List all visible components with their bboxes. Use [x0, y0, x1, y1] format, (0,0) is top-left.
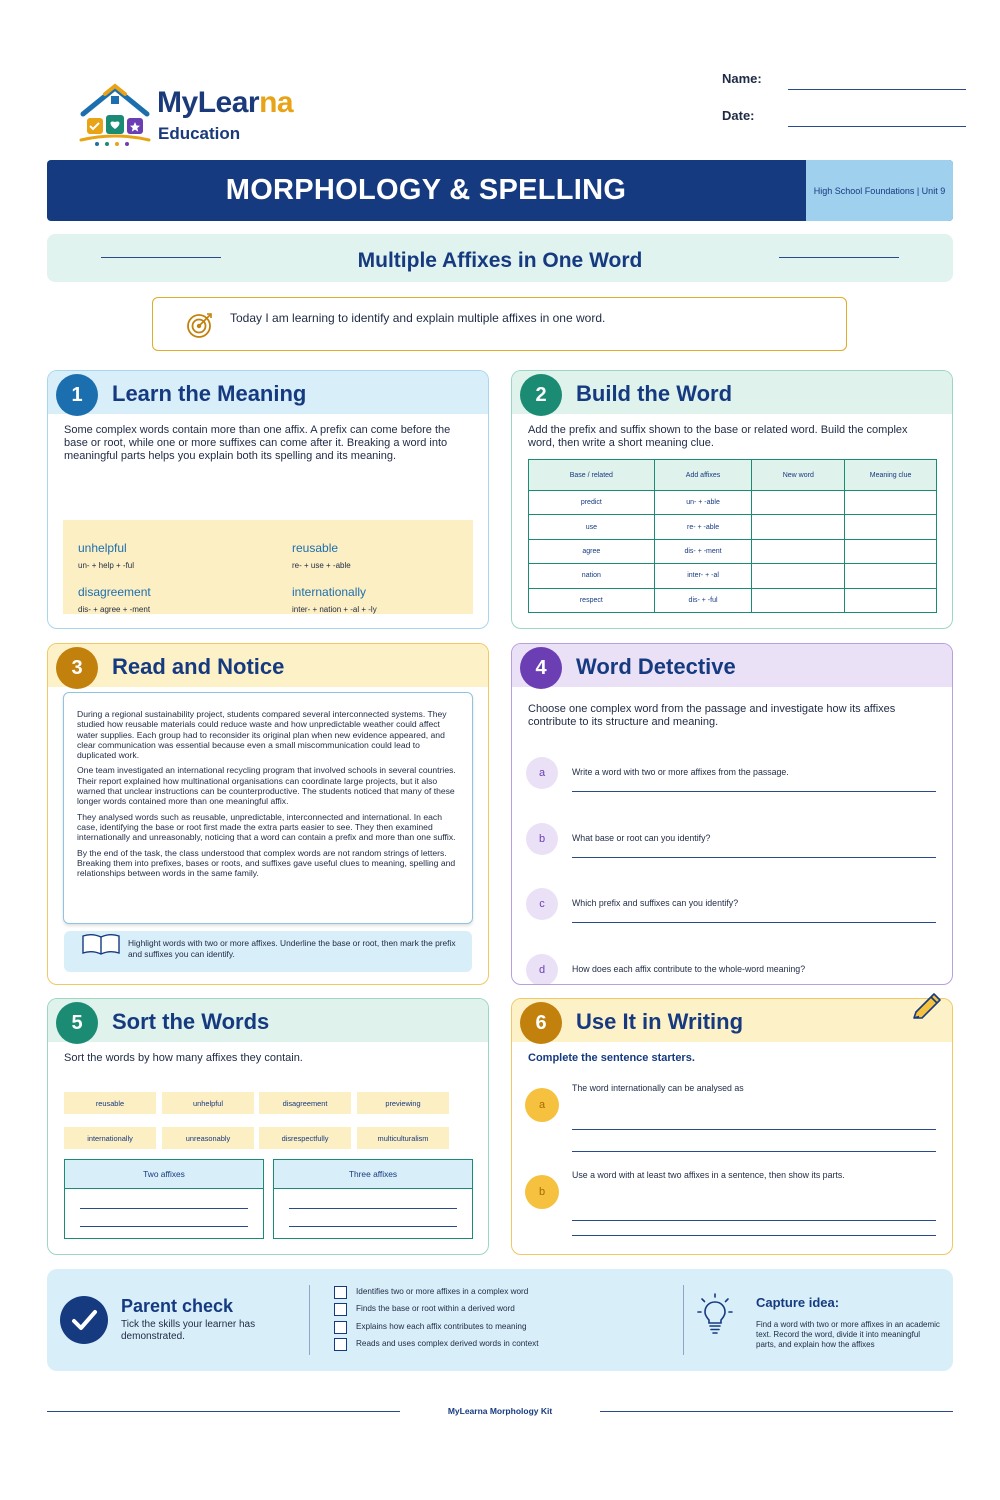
section-title: Word Detective	[576, 654, 736, 679]
question-text: What base or root can you identify?	[572, 833, 711, 843]
name-label: Name:	[722, 71, 762, 86]
sort-box-title: Three affixes	[274, 1160, 472, 1189]
new-word-cell[interactable]	[752, 539, 845, 563]
section-number: 5	[56, 1002, 98, 1044]
logo-subtitle: Education	[158, 124, 241, 143]
date-label: Date:	[722, 108, 755, 123]
starter-text: The word internationally can be analysed as	[572, 1083, 744, 1093]
section-title: Build the Word	[576, 381, 733, 406]
word-chip[interactable]: unhelpful	[162, 1092, 254, 1114]
section-header	[512, 999, 952, 1042]
passage-paragraph: They analysed words such as reusable, unpredictable, interconnected and international. In each case, identifying the base or root first made the extra parts easier to see. They then examined internationally and unreasonably, noticing that a word can contain a prefix and more than one suffix.	[77, 811, 456, 843]
starter-letter: b	[525, 1175, 559, 1209]
example-item: reusable re- + use + -able	[292, 541, 351, 570]
checkbox[interactable]	[334, 1303, 347, 1316]
answer-line[interactable]	[572, 857, 936, 858]
question-text: Which prefix and suffixes can you identify?	[572, 898, 739, 908]
skill-label: Explains how each affix contributes to meaning	[356, 1322, 527, 1331]
logo	[75, 80, 310, 148]
meaning-clue-cell[interactable]	[845, 588, 937, 612]
table-row: agree dis- + -ment	[529, 539, 937, 563]
question-letter: d	[526, 954, 558, 985]
section-header	[512, 371, 952, 414]
section-build-the-word	[511, 370, 953, 629]
meaning-clue-cell[interactable]	[845, 515, 937, 539]
table-header-row: Base / related Add affixes New word Meaning clue	[529, 460, 937, 491]
title-banner	[47, 160, 953, 221]
build-word-table	[528, 459, 937, 613]
answer-line[interactable]	[572, 922, 936, 923]
section-number: 6	[520, 1002, 562, 1044]
name-field[interactable]	[788, 89, 966, 90]
meaning-clue-cell[interactable]	[845, 491, 937, 515]
word-chip[interactable]: internationally	[64, 1127, 156, 1149]
parent-check-subtitle: Tick the skills your learner has demonstrated.	[121, 1319, 256, 1342]
logo-wordmark: MyLearna	[157, 86, 294, 119]
section-description: Add the prefix and suffix shown to the base or related word. Build the complex word, then write a short meaning clue.	[528, 424, 908, 449]
section-number: 2	[520, 374, 562, 416]
reading-passage	[63, 692, 473, 924]
divider	[779, 257, 899, 258]
answer-line[interactable]	[289, 1226, 457, 1227]
section-title: Read and Notice	[112, 654, 285, 679]
divider	[309, 1285, 310, 1355]
sort-box-title: Two affixes	[65, 1160, 263, 1189]
objective-text: Today I am learning to identify and explain multiple affixes in one word.	[230, 311, 606, 325]
section-instruction: Complete the sentence starters.	[528, 1052, 695, 1064]
section-description: Choose one complex word from the passage and investigate how its affixes contribute to its structure and meaning.	[528, 703, 896, 728]
open-book-icon	[81, 933, 121, 955]
parent-check-panel	[47, 1269, 953, 1371]
lightbulb-icon	[697, 1293, 733, 1335]
starter-text: Use a word with at least two affixes in a sentence, then show its parts.	[572, 1170, 845, 1180]
reading-hint	[64, 931, 472, 972]
target-icon	[186, 311, 214, 339]
checkbox[interactable]	[334, 1338, 347, 1351]
writing-line[interactable]	[572, 1151, 936, 1152]
example-item: internationally inter- + nation + -al + -ly	[292, 585, 377, 614]
lesson-title-bar	[47, 234, 953, 282]
course-label: High School Foundations | Unit 9	[806, 160, 953, 221]
examples-box	[63, 520, 473, 614]
section-title: Use It in Writing	[576, 1009, 744, 1034]
hint-text: Highlight words with two or more affixes. Underline the base or root, then mark the prefix and suffixes you can identify.	[128, 938, 456, 959]
section-number: 4	[520, 647, 562, 689]
word-chip[interactable]: disrespectfully	[259, 1127, 351, 1149]
skill-label: Finds the base or root within a derived word	[356, 1304, 515, 1313]
lesson-title: Multiple Affixes in One Word	[357, 249, 643, 272]
passage-paragraph: One team investigated an international recycling program that involved schools in several countries. Their report explained how multinational organisations can coordinate large projects, but it also warned that unclear instructions can be counterproductive. The students noticed that many of these longer words contained more than one meaningful affix.	[77, 765, 456, 807]
table-row: use re- + -able	[529, 515, 937, 539]
word-chip[interactable]: disagreement	[259, 1092, 351, 1114]
section-header	[48, 644, 488, 687]
table-row: predict un- + -able	[529, 491, 937, 515]
section-sort-the-words	[47, 998, 489, 1255]
skill-label: Reads and uses complex derived words in context	[356, 1339, 539, 1348]
writing-line[interactable]	[572, 1129, 936, 1130]
logo-house-icon	[75, 80, 155, 148]
word-chip[interactable]: previewing	[357, 1092, 449, 1114]
section-title: Sort the Words	[112, 1009, 270, 1034]
new-word-cell[interactable]	[752, 564, 845, 588]
section-number: 1	[56, 374, 98, 416]
divider	[683, 1285, 684, 1355]
sort-box-two-affixes[interactable]	[64, 1159, 264, 1239]
capture-idea-title: Capture idea:	[756, 1295, 840, 1310]
passage-paragraph: During a regional sustainability project, students compared several interconnected systems. They studied how reusable materials could reduce waste and how unpredictable weather could affect water supplies. Each group had to reconsider its original plan when new evidence appeared, and clear communication was essential because even a small miscommunication could lead to duplicated work.	[77, 709, 447, 761]
table-row: nation inter- + -al	[529, 564, 937, 588]
passage-paragraph: By the end of the task, the class understood that complex words are not random strings of letters. Breaking them into prefixes, bases or roots, and suffixes gave useful clues to meaning, spelling and relationships between words in the same family.	[77, 847, 456, 879]
meaning-clue-cell[interactable]	[845, 564, 937, 588]
question-text: How does each affix contribute to the whole-word meaning?	[572, 964, 806, 974]
word-chip[interactable]: reusable	[64, 1092, 156, 1114]
question-letter: c	[526, 888, 558, 920]
new-word-cell[interactable]	[752, 588, 845, 612]
table-row: respect dis- + -ful	[529, 588, 937, 612]
section-number: 3	[56, 647, 98, 689]
meaning-clue-cell[interactable]	[845, 539, 937, 563]
section-description: Some complex words contain more than one affix. A prefix can come before the base or root, while one or more suffixes can come after it. Breaking a word into meaningful parts helps you explain both its spelling and its meaning.	[64, 424, 451, 462]
section-word-detective	[511, 643, 953, 985]
skill-label: Identifies two or more affixes in a complex word	[356, 1287, 529, 1296]
answer-line[interactable]	[80, 1226, 248, 1227]
section-header	[512, 644, 952, 687]
pencil-icon	[910, 990, 944, 1024]
checkmark-icon	[60, 1296, 108, 1344]
date-field[interactable]	[788, 126, 966, 127]
checkbox[interactable]	[334, 1321, 347, 1334]
learning-objective	[152, 297, 847, 351]
question-letter: a	[526, 757, 558, 789]
new-word-cell[interactable]	[752, 515, 845, 539]
answer-line[interactable]	[572, 791, 936, 792]
page-title: MORPHOLOGY & SPELLING	[225, 174, 627, 206]
example-item: disagreement dis- + agree + -ment	[78, 585, 151, 614]
new-word-cell[interactable]	[752, 491, 845, 515]
footer-text: MyLearna Morphology Kit	[447, 1406, 553, 1416]
writing-line[interactable]	[572, 1220, 936, 1221]
word-chip[interactable]: multiculturalism	[357, 1127, 449, 1149]
capture-idea-text: Find a word with two or more affixes in an academic text. Record the word, divide it into meaningful parts, and explain how the affixes	[756, 1320, 940, 1349]
section-use-it-in-writing	[511, 998, 953, 1255]
example-item: unhelpful un- + help + -ful	[78, 541, 135, 570]
sort-box-three-affixes[interactable]	[273, 1159, 473, 1239]
question-letter: b	[526, 823, 558, 855]
answer-line[interactable]	[289, 1208, 457, 1209]
section-learn-the-meaning	[47, 370, 489, 629]
starter-letter: a	[525, 1088, 559, 1122]
checkbox[interactable]	[334, 1286, 347, 1299]
section-title: Learn the Meaning	[112, 381, 307, 406]
question-text: Write a word with two or more affixes from the passage.	[572, 767, 789, 777]
footer-divider	[600, 1411, 953, 1412]
section-read-and-notice	[47, 643, 489, 985]
section-description: Sort the words by how many affixes they contain.	[64, 1052, 303, 1064]
footer-divider	[47, 1411, 400, 1412]
answer-line[interactable]	[80, 1208, 248, 1209]
parent-check-title: Parent check	[121, 1296, 234, 1316]
writing-line[interactable]	[572, 1235, 936, 1236]
word-chip[interactable]: unreasonably	[162, 1127, 254, 1149]
section-header	[48, 371, 488, 414]
section-header	[48, 999, 488, 1042]
